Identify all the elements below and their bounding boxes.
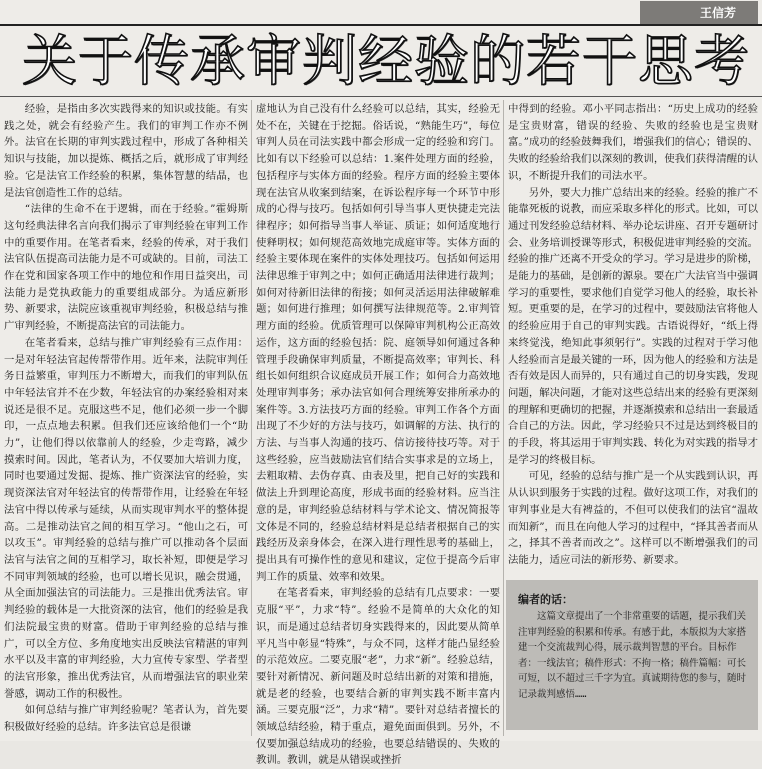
article-headline: 关于传承审判经验的若干思考 (22, 29, 751, 93)
editor-note-text: 这篇文章提出了一个非常重要的话题，提示我们关注审判经验的积累和传承。有感于此，本版拟为大家搭建一个交流裁判心得，展示裁判智慧的平台。目标作者：一线法官；稿件形式：不拘一格；稿件篇幅：可长可短，以不超过三千字为宜。真诚期待您的参与，随时记录裁判感悟…… (518, 611, 747, 700)
paragraph: 在笔者看来，总结与推广审判经验有三点作用：一是对年轻法官起传帮带作用。近年来，法院审判任务日益繁重，审判压力不断增大，而我们的审判队伍中年轻法官并不在少数，年轻法官的办案经验相对来说还是很不足。克服这些不足，他们必须一步一个脚印，一点点地去积累。但我们还应该给他们一个“助力”，让他们得以依靠前人的经验，少走弯路，减少摸索时间。因此，笔者认为，不仅要加大培训力度，同时也要通过发掘、提炼、推广资深法官的经验，实现资深法官对年轻法官的传帮带作用，让经验在年轻法官中得以传承与延续，从而实现审判水平的整体提高。二是推动法官之间的相互学习。“他山之石，可以攻玉”。审判经验的总结与推广可以推动各个层面法官与法官之间的互相学习，取长补短，即便是学习不同审判领域的经验，也可以增长见识，融会贯通，从全面加强法官的司法能力。三是推出优秀法官。审判经验的载体是一大批资深的法官，他们的经验是我们法院最宝贵的财富。借助于审判经验的总结与推广，可以全方位、多角度地实出反映法官精湛的审判水平以及丰富的审判经验，大力宣传专家型、学者型的法官形象，推出优秀法官，从而增强法官的职业荣誉感，调动工作的积极性。 (4, 336, 248, 700)
paragraph: 可见，经验的总结与推广是一个从实践到认识，再从认识到服务于实践的过程。做好这项工作，对我们的审判事业是大有裨益的，不但可以使我们的法官“温故而知新”，而且在向他人学习的过程中，“择其善者而从之，择其不善者而改之”。这样可以不断增强我们的司法能力，适应司法的新形势、新要求。 (508, 470, 758, 566)
author-byline: 王信芳 (640, 1, 758, 25)
paragraph: 在笔者看来，审判经验的总结有几点要求：一要克服“平”，力求“特”。经验不是简单的大众化的知识，而是通过总结者切身实践得来的，因此要从简单平凡当中彰显“特殊”，与众不同，这样才能凸显经验的示范效应。二要克服“老”，力求“新”。经验总结，要针对新情况、新问题及时总结出新的对策和措施，就是老的经验，也要结合新的审判实践不断丰富内涵。三要克服“泛”，力求“精”。要针对总结者擅长的领域总结经验，精于重点，避免面面俱到。另外，不仅要加强总结成功的经验，也要总结错误的、失败的教训。教训，就是从错误或挫折 (256, 587, 500, 767)
editor-note-box (506, 580, 758, 730)
editor-note-label: 编者的话： (518, 593, 573, 606)
column-divider (503, 100, 504, 736)
top-rule (0, 24, 762, 26)
paragraph: 如何总结与推广审判经验呢？笔者认为，首先要积极做好经验的总结。许多法官总是很谦 (4, 704, 248, 734)
paragraph: 另外，要大力推广总结出来的经验。经验的推广不能靠死板的说教，而应采取多样化的形式。比如，可以通过刊发经验总结材料、举办论坛讲座、召开专题研讨会、业务培训授课等形式，积极促进审判经验的交流。经验的推广还离不开受众的学习。学习是进步的阶梯，是能力的基础，是创新的源泉。要在广大法官当中强调学习的重要性，要求他们自觉学习他人的经验，取长补短。更重要的是，在学习的过程中，要鼓励法官将他人的经验应用于自己的审判实践。古语说得好，“纸上得来终觉浅，绝知此事须躬行”。实践的过程对于学习他人经验而言是最关键的一环，因为他人的经验和方法是否有效是因人而异的，只有通过自己的切身实践，发现问题，解决问题，才能对这些总结出来的经验有更深刻的理解和更确切的把握，并逐渐摸索和总结出一套最适合自己的方法。因此，学习经验只不过是达到终极目的的手段，将其运用于审判实践、转化为对实践的指导才是学习的终极目标。 (508, 186, 758, 466)
text-column-2 (256, 101, 500, 767)
headline-rule (0, 96, 762, 97)
paragraph: “法律的生命不在于逻辑，而在于经验。”霍姆斯这句经典法律名言向我们揭示了审判经验在审判工作中的重要作用。在笔者看来，经验的传承，对于我们法官队伍提高司法能力是不可或缺的。目前，司法工作在党和国家各项工作中的地位和作用日益突出，司法能力是党执政能力的重要组成部分。为适应新形势、新要求，法院应该重视审判经验，积极总结与推广审判经验，不断提高法官的司法能力。 (4, 203, 248, 333)
paragraph: 中得到的经验。邓小平同志指出：“历史上成功的经验是宝贵财富，错误的经验、失败的经验也是宝贵财富。”成功的经验鼓舞我们，增强我们的信心；错误的、失败的经验给我们以深刻的教训，使我们获得清醒的认识，不断提升我们的司法水平。 (508, 103, 758, 182)
column-divider (251, 100, 252, 736)
text-column-1 (4, 101, 248, 737)
text-column-3 (508, 101, 758, 566)
paragraph: 虚地认为自己没有什么经验可以总结，其实，经验无处不在，关键在于挖掘。俗话说，“熟能生巧”，每位审判人员在司法实践中都会形成一定的经验和窍门。比如有以下经验可以总结：1.案件处理方面的经验，包括程序与实体方面的经验。程序方面的经验主要体现在法官从收案到结案，在诉讼程序每一个环节中形成的心得与技巧。包括如何引导当事人更快捷走完法律程序；如何指导当事人举证、质证；如何适度地行使释明权；如何规范高效地完成庭审等。实体方面的经验主要体现在案件的实体处理技巧。包括如何运用法律思维于审判之中；如何正确适用法律进行裁判；如何对待新旧法律的衔接；如何灵活运用法律破解难题；如何进行推理；如何撰写法律规范等。2.审判管理方面的经验。优质管理可以保障审判机构公正高效运作，这方面的经验包括：院、庭领导如何通过各种管理手段确保审判质量，不断提高效率；审判长、科组长如何组织合议庭成员开展工作；如何合力高效地处理审判事务；承办法官如何合理统筹安排所承办的案件等。3.方法技巧方面的经验。审判工作各个方面出现了不少好的方法与技巧，如调解的方法、执行的方法、与当事人沟通的技巧、信访接待技巧等。对于这些经验，应当鼓励法官们结合实事求是的立场上，去粗取精、去伪存真、由表及里，把自己好的实践和做法上升到理论高度，形成书面的经验材料。应当注意的是，审判经验总结材料与学术论文、情况简报等文体是不同的，经验总结材料是总结者根据自己的实践经历及亲身体会，在深入进行理性思考的基础上，提出具有可操作性的意见和建议，定位于提高今后审判工作的质量、效率和效果。 (256, 103, 500, 583)
paragraph: 经验，是指由多次实践得来的知识或技能。有实践之处，就会有经验产生。我们的审判工作亦不例外。法官在长期的审判实践过程中，形成了各种相关知识与技能，加以提炼、概括之后，就形成了审判经验。它是法官工作经验的积累，集体智慧的结晶，也是法官创造性工作的总结。 (4, 103, 248, 199)
